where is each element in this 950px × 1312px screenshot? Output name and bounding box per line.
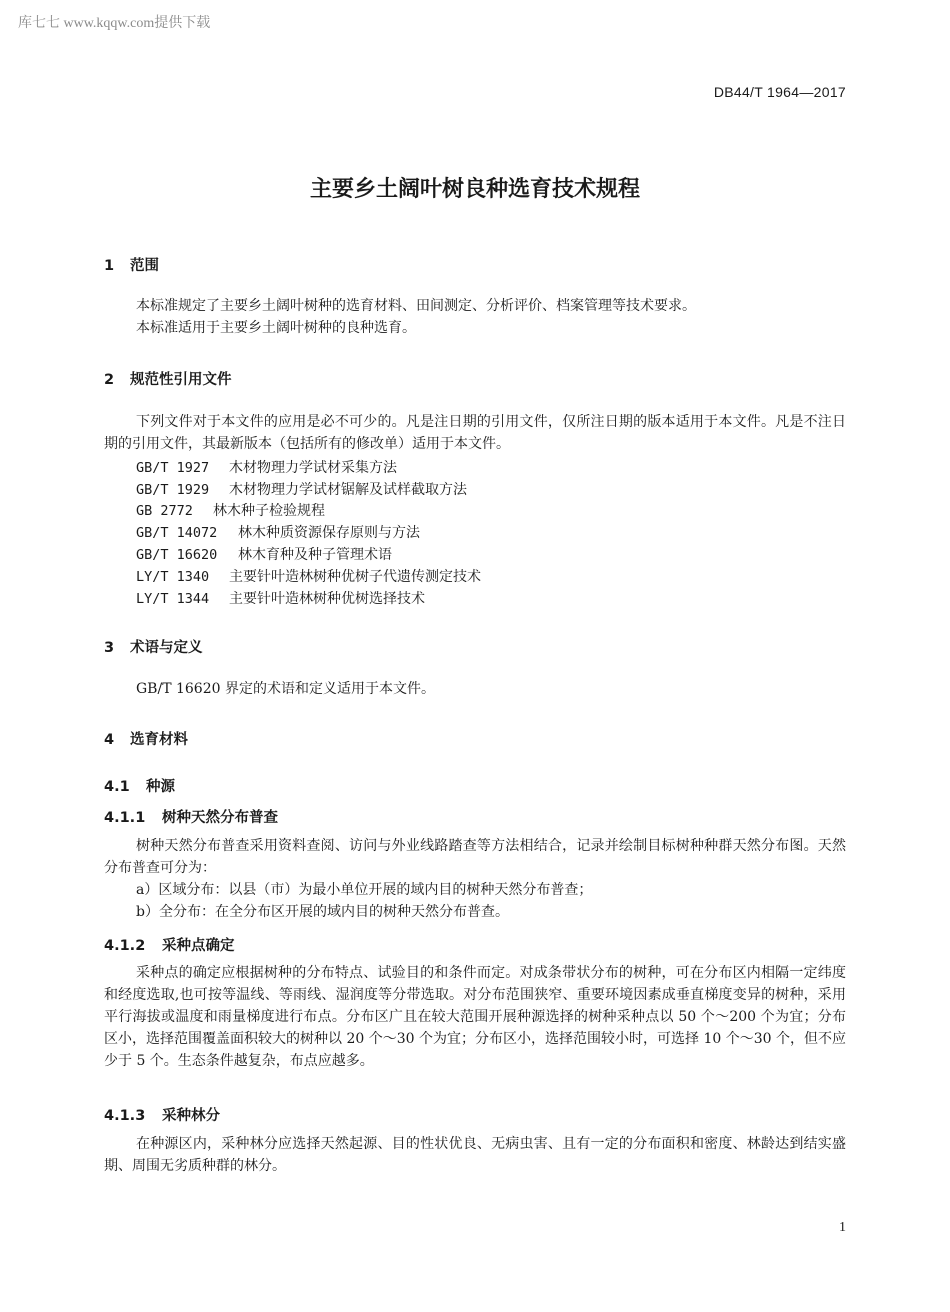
section-number: 1 [104,258,115,274]
page-number: 1 [839,1220,846,1235]
reference-name: 主要针叶造林树种优树子代遗传测定技术 [229,569,481,585]
watermark: 库七七 www.kqqw.com提供下载 [18,16,211,31]
reference-code: GB/T 16620 [136,547,218,563]
paragraph: 在种源区内，采种林分应选择天然起源、目的性状优良、无病虫害、且有一定的分布面积和密度、林龄达到结实盛期、周围无劣质种群的林分。 [104,1136,846,1174]
section-number: 2 [104,372,115,388]
section-title: 选育材料 [130,732,188,748]
reference-item [136,588,425,608]
reference-code: GB/T 1929 [136,482,210,498]
section-title: 规范性引用文件 [130,372,232,388]
reference-name: 林木种质资源保存原则与方法 [238,525,420,541]
paragraph: 下列文件对于本文件的应用是必不可少的。凡是注日期的引用文件，仅所注日期的版本适用于本文件。凡是不注日期的引用文件，其最新版本（包括所有的修改单）适用于本文件。 [104,414,846,452]
section-number: 4.1.1 [104,810,146,826]
section-4-1-heading [104,775,175,796]
paragraph: 树种天然分布普查采用资料查阅、访问与外业线路踏查等方法相结合，记录并绘制目标树种种群天然分布图。天然分布普查可分为： [104,838,846,876]
section-title: 树种天然分布普查 [162,810,278,826]
reference-item [136,479,467,499]
reference-name: 木材物理力学试材采集方法 [229,460,397,476]
section-4-1-2-heading [104,934,235,955]
section-number: 4.1.3 [104,1108,146,1124]
list-item: b）全分布：在全分布区开展的域内目的树种天然分布普查。 [136,904,509,920]
section-number: 3 [104,640,115,656]
section-number: 4.1 [104,779,130,795]
reference-code: GB/T 14072 [136,525,218,541]
reference-name: 林木育种及种子管理术语 [238,547,392,563]
reference-name: 木材物理力学试材锯解及试样截取方法 [229,482,467,498]
section-title: 范围 [130,258,159,274]
reference-item [136,457,397,477]
reference-item [136,500,325,520]
section-4-1-1-heading [104,806,278,827]
section-number: 4.1.2 [104,938,146,954]
section-2-heading [104,368,232,389]
section-1-heading [104,254,159,275]
section-title: 采种林分 [162,1108,220,1124]
page-title: 主要乡土阔叶树良种选育技术规程 [309,177,640,202]
reference-item [136,544,392,564]
reference-item [136,522,420,542]
paragraph: 采种点的确定应根据树种的分布特点、试验目的和条件而定。对成条带状分布的树种，可在分布区内相隔一定纬度和经度选取,也可按等温线、等雨线、湿润度等分带选取。对分布范围狭窄、重要环境因素成垂直梯度变异的树种，采用平行海拔或温度和雨量梯度进行布点。分布区广且在较大范围开展种源选择的树种采种点以 50 个～200 个为宜；分布区小，选择范围覆盖面积较大的树种以 20 个～30 个为宜；分布区小，选择范围较小时，可选择 10 个～30 个，但不应少于 5 个。生态条件越复杂，布点应越多。 [104,965,846,1069]
section-title: 术语与定义 [130,640,203,656]
section-3-heading [104,636,203,657]
reference-code: LY/T 1340 [136,569,210,585]
standard-code: DB44/T 1964—2017 [713,84,846,100]
section-number: 4 [104,732,115,748]
reference-name: 林木种子检验规程 [213,503,325,519]
paragraph: GB/T 16620 界定的术语和定义适用于本文件。 [136,681,435,697]
section-title: 采种点确定 [162,938,235,954]
section-4-heading [104,728,188,749]
reference-name: 主要针叶造林树种优树选择技术 [229,591,425,607]
section-title: 种源 [146,779,175,795]
list-item: a）区域分布：以县（市）为最小单位开展的域内目的树种天然分布普查； [136,882,593,898]
paragraph: 本标准规定了主要乡土阔叶树种的选育材料、田间测定、分析评价、档案管理等技术要求。 [136,298,696,314]
reference-item [136,566,481,586]
paragraph: 本标准适用于主要乡土阔叶树种的良种选育。 [136,320,416,336]
section-4-1-3-heading [104,1104,220,1125]
reference-code: GB 2772 [136,503,193,519]
reference-code: GB/T 1927 [136,460,210,476]
reference-code: LY/T 1344 [136,591,210,607]
